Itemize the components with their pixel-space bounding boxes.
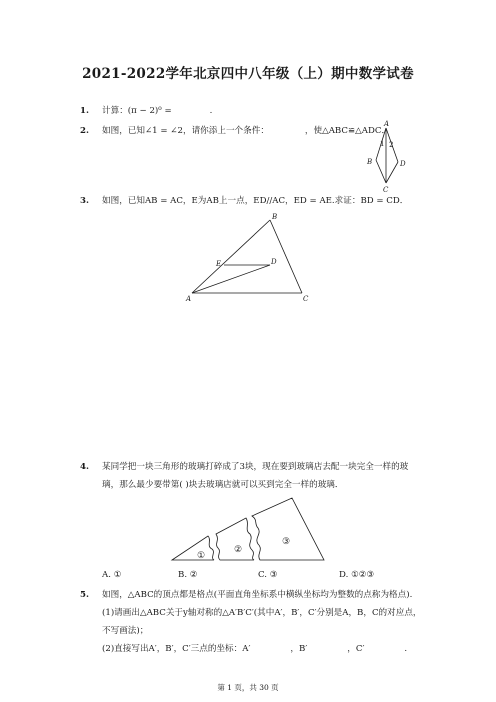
question-2-number: 2. bbox=[80, 126, 89, 136]
question-1-number: 1. bbox=[80, 106, 89, 116]
figure2-angle-1: 1 bbox=[380, 140, 385, 148]
figure2-angle-2: 2 bbox=[389, 141, 394, 149]
question-2-tail: ，使△ABC≌△ADC． bbox=[304, 126, 391, 136]
question-3-text: 如图，已知AB = AC，E为AB上一点，ED//AC，ED = AE.求证：BD = CD． bbox=[102, 196, 409, 206]
figure2-label-c: C bbox=[383, 186, 389, 194]
question-2-figure bbox=[360, 118, 410, 196]
glass-piece-1: ① bbox=[197, 551, 206, 561]
question-5-line-3: 不写画法)； bbox=[102, 626, 149, 636]
question-3-number: 3. bbox=[80, 196, 89, 206]
question-4-number: 4. bbox=[80, 462, 89, 472]
page-title: 2021-2022学年北京四中八年级（上）期中数学试卷 bbox=[82, 66, 414, 82]
question-4 bbox=[80, 462, 408, 473]
option-d: D. ①②③ bbox=[339, 570, 375, 580]
question-3 bbox=[80, 196, 408, 207]
figure3-label-b: B bbox=[272, 213, 278, 221]
question-5 bbox=[80, 590, 412, 601]
option-a: A. ① bbox=[102, 570, 122, 580]
question-1-text: 计算：(π − 2)⁰ = bbox=[102, 106, 172, 116]
question-2 bbox=[80, 126, 390, 137]
option-b: B. ② bbox=[178, 570, 198, 580]
question-3-figure bbox=[180, 212, 320, 304]
figure3-label-c: C bbox=[303, 295, 309, 303]
figure2-label-d: D bbox=[400, 160, 406, 168]
question-5-number: 5. bbox=[80, 590, 89, 600]
question-4-line-2: 璃，那么最少要带第( )块去玻璃店就可以买到完全一样的玻璃． bbox=[102, 480, 344, 490]
question-5-line-1: 如图，△ABC的顶点都是格点(平面直角坐标系中横纵坐标均为整数的点称为格点). bbox=[102, 590, 413, 600]
option-c: C. ③ bbox=[258, 570, 278, 580]
question-1 bbox=[80, 106, 212, 117]
figure3-label-e: E bbox=[216, 260, 222, 268]
question-5-line-2: (1)请画出△ABC关于y轴对称的△A′B′C′(其中A′，B′，C′分别是A，B，C的对应点， bbox=[102, 608, 422, 618]
question-2-text: 如图，已知∠1 = ∠2，请你添上一个条件： bbox=[102, 126, 269, 136]
figure3-label-d: D bbox=[271, 258, 277, 266]
figure2-label-a: A bbox=[384, 120, 390, 128]
glass-piece-3: ③ bbox=[282, 537, 291, 547]
question-4-figure bbox=[168, 496, 326, 566]
figure3-label-a: A bbox=[186, 295, 192, 303]
question-4-line-1: 某同学把一块三角形的玻璃打碎成了3块，现在要到玻璃店去配一块完全一样的玻 bbox=[102, 462, 409, 472]
question-1-tail: . bbox=[209, 106, 213, 116]
figure2-label-b: B bbox=[367, 158, 373, 166]
glass-piece-2: ② bbox=[234, 545, 243, 555]
page-footer: 第 1 页，共 30 页 bbox=[217, 683, 279, 692]
question-5-line-4: (2)直接写出A′，B′，C′三点的坐标：A′ ，B′ ，C′ . bbox=[102, 644, 408, 654]
